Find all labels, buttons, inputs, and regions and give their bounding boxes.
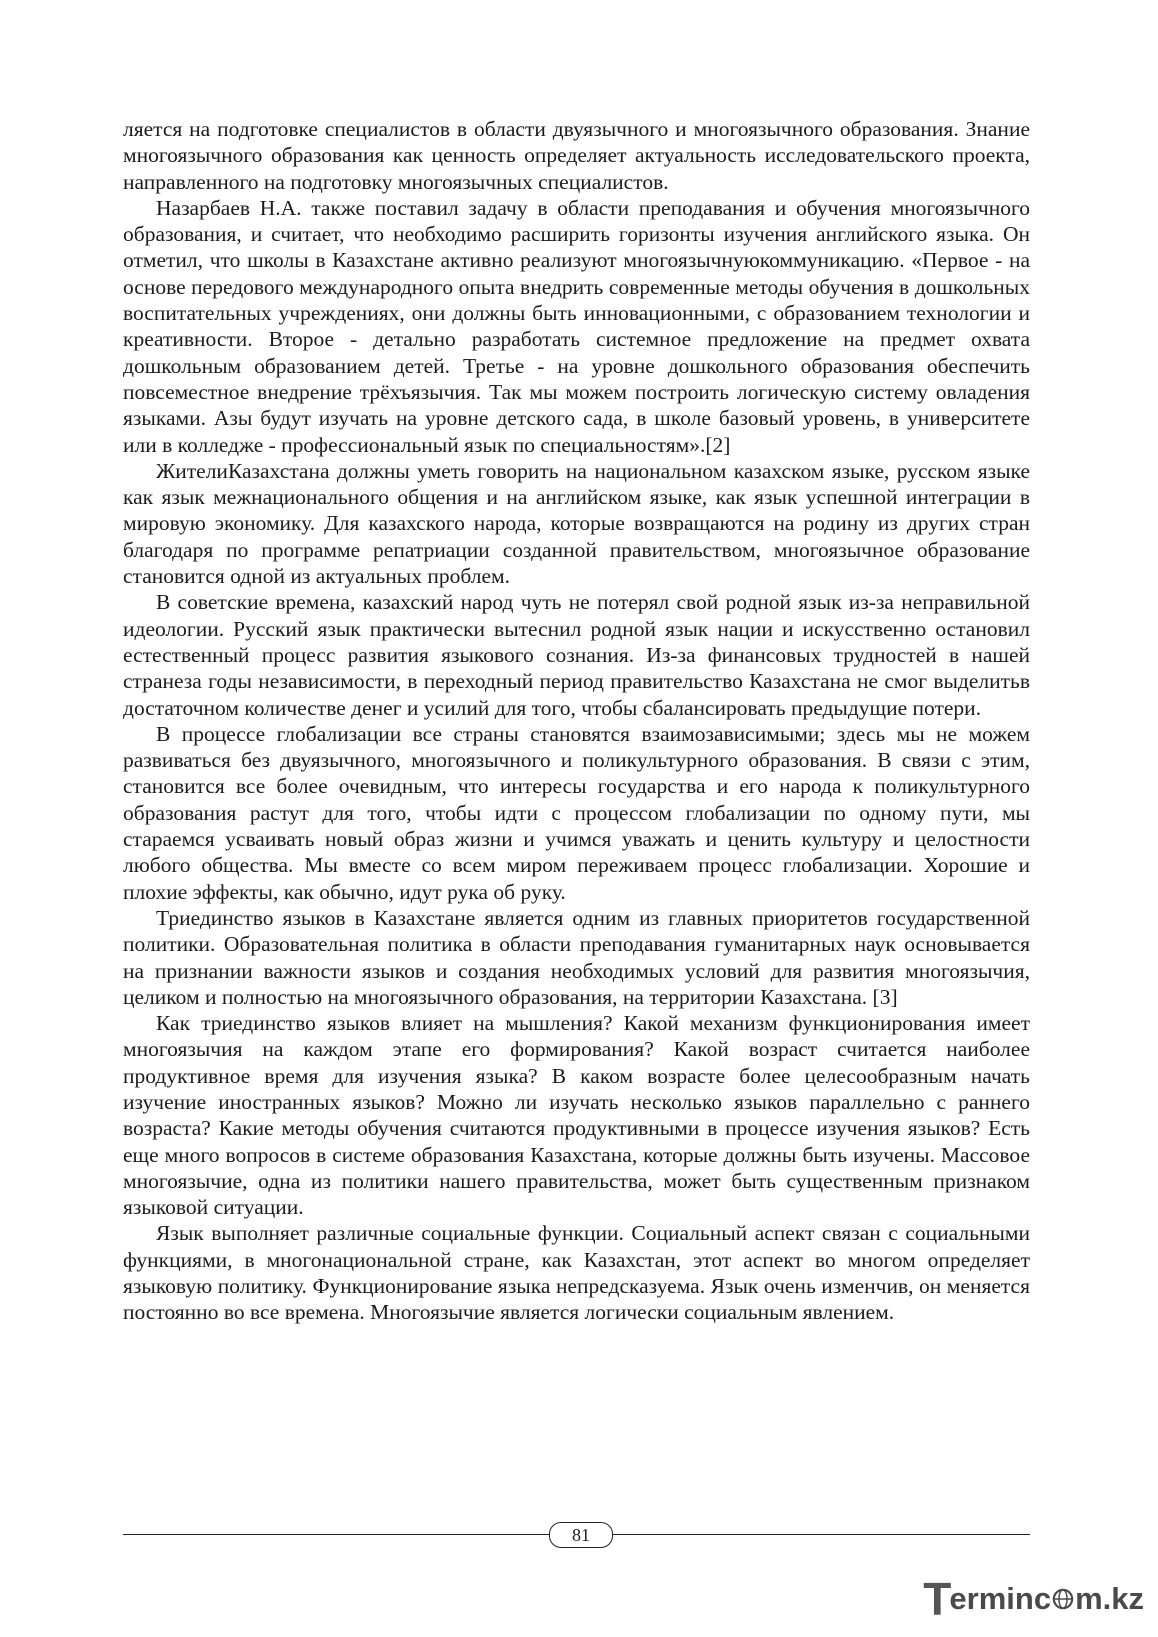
document-body <box>123 116 1030 1326</box>
page-footer <box>123 1522 1030 1548</box>
paragraph-2: Назарбаев Н.А. также поставил задачу в области преподавания и обучения многоязычного образования, и считает, что необходимо расширить горизонты изучения английского языка. Он отметил, что школы в Казахстане активно реализуют многоязычнуюкоммуникацию. «Первое - на основе передового международного опыта внедрить современные методы обучения в дошкольных воспитательных учреждениях, они должны быть инновационными, с образованием технологии и креативности. Второе - детально разработать системное предложение на предмет охвата дошкольным образованием детей. Третье - на уровне дошкольного образования обеспечить повсеместное внедрение трёхъязычия. Так мы можем построить логическую систему овладения языками. Азы будут изучать на уровне детского сада, в школе базовый уровень, в университете или в колледже - профессиональный язык по специальностям».[2] <box>123 195 1030 457</box>
paragraph-4: В советские времена, казахский народ чуть не потерял свой родной язык из-за неправильной идеологии. Русский язык практически вытеснил родной язык нации и искусственно остановил естественный процесс развития языкового сознания. Из-за финансовых трудностей в нашей странеза годы независимости, в переходный период правительство Казахстана не смог выделитьв достаточном количестве денег и усилий для того, чтобы сбалансировать предыдущие потери. <box>123 590 1030 720</box>
paragraph-8: Язык выполняет различные социальные функции. Социальный аспект связан с социальными функциями, в многонациональной стране, как Казахстан, этот аспект во многом определяет языковую политику. Функционирование языка непредсказуема. Язык очень изменчив, он меняется постоянно во все времена. Многоязычие является логически социальным явлением. <box>123 1221 1030 1325</box>
paragraph-7: Как триединство языков влияет на мышления? Какой механизм функционирования имеет многоязычия на каждом этапе его формирования? Какой возраст считается наиболее продуктивное время для изучения языка? В каком возрасте более целесообразным начать изучение иностранных языков? Можно ли изучать несколько языков параллельно с раннего возраста? Какие методы обучения считаются продуктивными в процессе изучения языков? Есть еще много вопросов в системе образования Казахстана, которые должны быть изучены. Массовое многоязычие, одна из политики нашего правительства, может быть существенным признаком языковой ситуации. <box>123 1011 1030 1220</box>
paragraph-3: ЖителиКазахстана должны уметь говорить на национальном казахском языке, русском языке как язык межнационального общения и на английском языке, как язык успешной интеграции в мировую экономику. Для казахского народа, которые возвращаются на родину из других стран благодаря по программе репатриации созданной правительством, многоязычное образование становится одной из актуальных проблем. <box>123 458 1030 589</box>
watermark-text-end: m.kz <box>1075 1581 1144 1616</box>
paragraph-5: В процессе глобализации все страны становятся взаимозависимыми; здесь мы не можем развиваться без двуязычного, многоязычного и поликультурного образования. В связи с этим, становится все более очевидным, что интересы государства и его народа к поликультурного образования растут для того, чтобы идти с процессом глобализации по одному пути, мы стараемся усваивать новый образ жизни и учимся уважать и ценить культуру и целостности любого общества. Мы вместе со всем миром переживаем процесс глобализации. Хорошие и плохие эффекты, как обычно, идут рука об руку. <box>123 721 1030 904</box>
watermark-text-part: erminc <box>949 1581 1052 1616</box>
paragraph-1: ляется на подготовке специалистов в области двуязычного и многоязычного образования. Знание многоязычного образования как ценность определяет актуальность исследовательского проекта, направленного на подготовку многоязычных специалистов. <box>123 117 1030 194</box>
globe-icon <box>1052 1588 1074 1610</box>
page-number: 81 <box>549 1522 613 1548</box>
paragraph-6: Триединство языков в Казахстане является одним из главных приоритетов государственной политики. Образовательная политика в области преподавания гуманитарных наук основывается на признании важности языков и создания необходимых условий для развития многоязычия, целиком и полностью на многоязычного образования, на территории Казахстана. [3] <box>123 905 1030 1009</box>
watermark-t-glyph: T <box>923 1573 952 1625</box>
site-watermark-logo <box>923 1573 1144 1625</box>
